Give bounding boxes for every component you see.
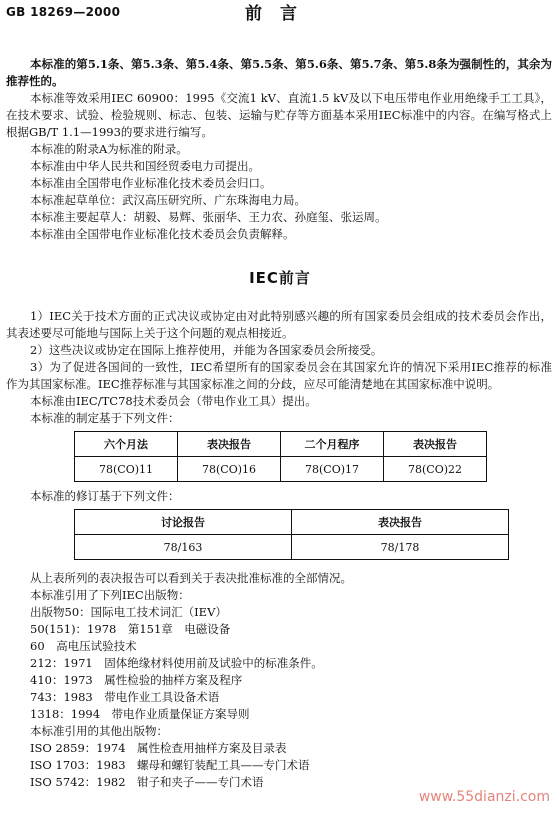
reference-item: 50(151)：1978 第151章 电磁设备 — [30, 622, 231, 636]
reference-item: 212：1971 固体绝缘材料使用前及试验中的标准条件。 — [30, 656, 323, 670]
iec-paragraph: 本标准由IEC/TC78技术委员会（带电作业工具）提出。 — [30, 394, 317, 408]
table-header-cell: 表决报告 — [178, 432, 281, 457]
revision-table — [74, 509, 509, 560]
preface-paragraph: 本标准由全国带电作业标准化技术委员会归口。 — [30, 176, 272, 190]
iec-paragraph: 本标准的制定基于下列文件： — [30, 411, 180, 425]
preface-paragraph: 本标准起草单位：武汉高压研究所、广东珠海电力局。 — [30, 193, 306, 207]
table-header-row — [75, 510, 509, 535]
table-header-cell: 六个月法 — [75, 432, 178, 457]
body-paragraph: 本标准引用的其他出版物： — [30, 724, 168, 738]
reference-item: ISO 2859：1974 属性检查用抽样方案及目录表 — [30, 741, 287, 755]
table-cell: 78(CO)17 — [281, 457, 384, 482]
preface-paragraph: 本标准由全国带电作业标准化技术委员会负责解释。 — [30, 227, 295, 241]
table-cell: 78(CO)11 — [75, 457, 178, 482]
basis-table — [74, 431, 487, 482]
table-cell: 78(CO)16 — [178, 457, 281, 482]
table-row — [75, 535, 509, 560]
iec-preface-title: IEC前言 — [249, 269, 311, 287]
table-header-cell: 二个月程序 — [281, 432, 384, 457]
page-title: 前言 — [245, 4, 315, 24]
preface-paragraph: 本标准的附录A为标准的附录。 — [30, 142, 188, 156]
table-cell: 78/163 — [75, 535, 292, 560]
watermark: www.55dianzi.com — [418, 789, 550, 805]
preface-section — [0, 56, 560, 243]
preface-paragraph: 本标准由中华人民共和国经贸委电力司提出。 — [30, 159, 260, 173]
table-row — [75, 457, 487, 482]
table-header-cell: 讨论报告 — [75, 510, 292, 535]
table-cell: 78(CO)22 — [384, 457, 487, 482]
table-cell: 78/178 — [292, 535, 509, 560]
iec-paragraph: 1）IEC关于技术方面的正式决议或协定由对此特别感兴趣的所有国家委员会组成的技术委员会作出，其表述要尽可能地与国际上关于这个问题的观点相接近。 — [6, 309, 552, 340]
reference-item: ISO 1703：1983 螺母和螺钉装配工具——专门术语 — [30, 758, 310, 772]
table-header-cell: 表决报告 — [384, 432, 487, 457]
reference-item: 410：1973 属性检验的抽样方案及程序 — [30, 673, 243, 687]
iec-section — [0, 308, 560, 791]
table-header-cell: 表决报告 — [292, 510, 509, 535]
reference-item: 出版物50：国际电工技术词汇（IEV） — [30, 605, 227, 619]
revision-intro: 本标准的修订基于下列文件： — [30, 489, 180, 503]
iec-paragraph: 2）这些决议或协定在国际上推荐使用，并能为各国家委员会所接受。 — [30, 343, 383, 357]
preface-paragraph: 本标准主要起草人：胡毅、易辉、张丽华、王力农、孙庭玺、张运周。 — [30, 210, 387, 224]
iec-paragraph: 3）为了促进各国间的一致性，IEC希望所有的国家委员会在其国家允许的情况下采用IEC推荐的标准作为其国家标准。IEC推荐标准与其国家标准之间的分歧，应尽可能清楚地在其国家标准中说明。 — [6, 360, 552, 391]
body-paragraph: 从上表所列的表决报告可以看到关于表决批准标准的全部情况。 — [30, 571, 352, 585]
reference-item: 1318：1994 带电作业质量保证方案导则 — [30, 707, 250, 721]
preface-paragraph: 本标准的第5.1条、第5.3条、第5.4条、第5.5条、第5.6条、第5.7条、第5.8条为强制性的，其余为推荐性的。 — [6, 57, 552, 88]
reference-item: ISO 5742：1982 钳子和夹子——专门术语 — [30, 775, 264, 789]
standard-code: GB 18269—2000 — [6, 5, 121, 19]
reference-item: 60 高电压试验技术 — [30, 639, 137, 653]
preface-paragraph: 本标准等效采用IEC 60900：1995《交流1 kV、直流1.5 kV及以下电压带电作业用绝缘手工工具》，在技术要求、试验、检验规则、标志、包装、运输与贮存等方面基本采用IEC标准中的内容。在编写格式上根据GB/T 1.1—1993的要求进行编写。 — [6, 91, 552, 139]
body-paragraph: 本标准引用了下列IEC出版物： — [30, 588, 190, 602]
reference-item: 743：1983 带电作业工具设备术语 — [30, 690, 220, 704]
table-header-row — [75, 432, 487, 457]
